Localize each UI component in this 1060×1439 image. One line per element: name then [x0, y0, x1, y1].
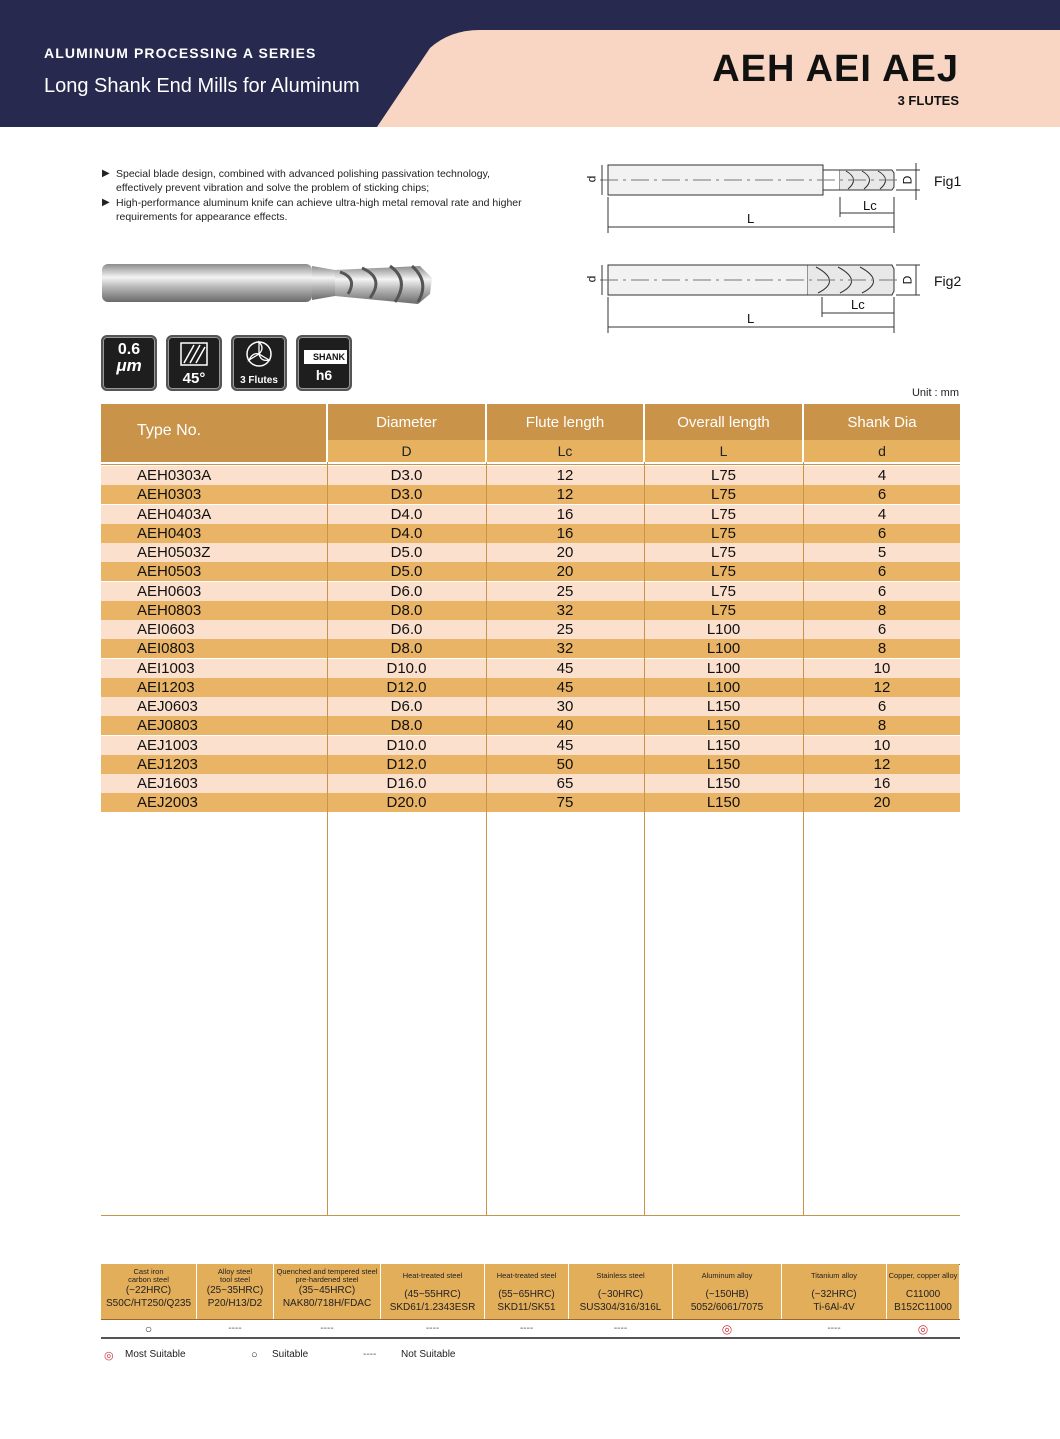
table-cell: AEH0403: [137, 524, 202, 542]
bullet-triangle-icon: ▶: [102, 197, 110, 208]
mat-bottom-rule: [101, 1337, 960, 1339]
col-header-overall-length: Overall length L: [645, 404, 802, 462]
table-cell: D3.0: [390, 467, 423, 484]
col-header-flute-length: Flute length Lc: [487, 404, 643, 462]
table-cell: AEI1203: [137, 678, 195, 696]
table-cell: L150: [706, 755, 741, 773]
three-flutes-graphic-icon: [245, 340, 273, 368]
col-header-shank-dia: Shank Dia d: [804, 404, 960, 462]
material-grades: SKD11/SK51: [497, 1302, 556, 1313]
table-cell: 16: [556, 505, 574, 523]
table-cell: 6: [877, 524, 887, 542]
material-name: Stainless steel: [596, 1271, 645, 1280]
material-suitability-table: [101, 1264, 960, 1338]
material-name: Cast iron: [133, 1267, 164, 1276]
table-cell: 75: [556, 794, 574, 812]
material-rating: ----: [613, 1323, 628, 1334]
table-cell: 32: [556, 640, 574, 658]
material-subname: [887, 1280, 959, 1288]
table-cell: L150: [706, 717, 741, 735]
material-hardness: (25~35HRC): [206, 1285, 264, 1296]
table-cell: L75: [710, 544, 737, 561]
table-row: [101, 736, 960, 755]
table-cell: AEI1003: [137, 659, 195, 677]
table-cell: AEH0803: [137, 601, 202, 619]
material-grades: S50C/HT250/Q235: [105, 1298, 192, 1309]
model-title: AEH AEI AEJ: [712, 48, 959, 90]
flutes-label: 3 FLUTES: [897, 93, 959, 108]
table-cell: AEH0603: [137, 582, 202, 600]
table-cell: D16.0: [386, 775, 427, 792]
table-row: [101, 774, 960, 793]
material-rating: ----: [519, 1323, 534, 1334]
table-cell: L75: [710, 505, 737, 523]
table-cell: 20: [556, 563, 574, 581]
table-cell: AEI0603: [137, 621, 195, 638]
table-cell: L75: [710, 563, 737, 581]
table-row: [101, 601, 960, 620]
table-cell: 45: [556, 659, 574, 677]
material-cell: [782, 1264, 886, 1319]
end-mill-photo: [100, 258, 435, 308]
material-hardness: (~22HRC): [125, 1285, 172, 1296]
feature-item: ▶ Special blade design, combined with advanced polishing passivation technology, effectively prevent vibration and solve the problem of sticking chips;: [102, 168, 490, 194]
table-cell: L75: [710, 582, 737, 600]
table-cell: 16: [873, 775, 891, 792]
table-cell: 6: [877, 698, 887, 715]
table-cell: 6: [877, 621, 887, 638]
table-row: [101, 582, 960, 601]
table-cell: D8.0: [390, 640, 423, 658]
helix-angle-icon: 45°: [166, 335, 222, 391]
col-header-diameter: Diameter D: [328, 404, 485, 462]
material-cell: [197, 1264, 273, 1319]
material-rating: ----: [425, 1323, 440, 1334]
table-cell: 25: [556, 582, 574, 600]
table-cell: D4.0: [390, 505, 423, 523]
material-grades: P20/H13/D2: [207, 1298, 263, 1309]
table-cell: AEH0303A: [137, 467, 212, 484]
fig1-D-label: D: [900, 175, 915, 185]
table-row: [101, 697, 960, 716]
flutes-icon: 3 Flutes: [231, 335, 287, 391]
table-row: [101, 678, 960, 697]
table-cell: L150: [706, 775, 741, 792]
table-cell: L75: [710, 486, 737, 504]
table-cell: L100: [706, 678, 741, 696]
table-cell: 10: [873, 736, 891, 754]
table-cell: 45: [556, 678, 574, 696]
table-cell: D8.0: [390, 601, 423, 619]
table-cell: D5.0: [390, 544, 423, 561]
table-cell: AEJ2003: [137, 794, 198, 812]
table-cell: L100: [706, 640, 741, 658]
fig1-Lc-label: Lc: [863, 198, 877, 213]
material-name: Aluminum alloy: [701, 1271, 753, 1280]
material-subname: [569, 1280, 672, 1288]
material-name: Quenched and tempered steel: [276, 1267, 378, 1276]
table-row: [101, 639, 960, 658]
material-name: Titanium alloy: [811, 1271, 857, 1280]
material-hardness: (~150HB): [705, 1289, 749, 1300]
shank-tolerance-icon: SHANK h6: [296, 335, 352, 391]
material-hardness: C11000: [905, 1289, 941, 1300]
table-cell: 20: [556, 544, 574, 561]
feature-item: ▶ High-performance aluminum knife can achieve ultra-high metal removal rate and higher requirements for appearance effects.: [102, 197, 522, 223]
table-cell: 8: [877, 601, 887, 619]
fig1-d-label: d: [584, 175, 599, 183]
table-cell: D10.0: [386, 736, 427, 754]
material-rating: ----: [827, 1323, 841, 1334]
table-cell: D6.0: [390, 621, 423, 638]
table-cell: 6: [877, 582, 887, 600]
table-cell: 32: [556, 601, 574, 619]
table-row: [101, 620, 960, 639]
table-cell: 12: [873, 678, 891, 696]
fig2-d-label: d: [584, 275, 599, 283]
material-rating: ○: [144, 1322, 153, 1336]
material-name: Heat-treated steel: [402, 1271, 463, 1280]
table-cell: 45: [556, 736, 574, 754]
table-cell: D12.0: [386, 678, 427, 696]
bullet-triangle-icon: ▶: [102, 168, 110, 179]
material-hardness: (45~55HRC): [404, 1289, 461, 1300]
table-cell: D4.0: [390, 524, 423, 542]
material-subname: tool steel: [219, 1275, 251, 1284]
material-name: Copper, copper alloy: [888, 1271, 958, 1280]
material-hardness: (35~45HRC): [298, 1285, 356, 1296]
table-cell: D6.0: [390, 698, 423, 715]
table-cell: AEJ1203: [137, 755, 198, 773]
table-cell: AEJ0803: [137, 717, 198, 735]
table-row: [101, 505, 960, 524]
table-cell: D12.0: [386, 755, 427, 773]
material-hardness: (55~65HRC): [498, 1289, 555, 1300]
material-rating: ◎: [721, 1322, 733, 1336]
table-cell: AEJ0603: [137, 698, 198, 715]
legend-most-suitable: Most Suitable: [125, 1349, 186, 1360]
material-hardness: (~32HRC): [811, 1289, 857, 1300]
legend-not-suitable: Not Suitable: [401, 1349, 456, 1360]
material-rating: ----: [228, 1323, 242, 1334]
material-cell: [381, 1264, 484, 1319]
material-cell: [569, 1264, 672, 1319]
helix-graphic-icon: [178, 341, 210, 367]
table-row: [101, 543, 960, 562]
fig2-L-label: L: [747, 311, 755, 326]
material-cell: [274, 1264, 380, 1319]
table-row: [101, 716, 960, 735]
table-cell: 65: [556, 775, 574, 792]
table-bottom-rule: [101, 1215, 960, 1216]
header-rule: [101, 464, 960, 465]
table-cell: 12: [556, 467, 574, 484]
table-cell: 6: [877, 486, 887, 504]
material-cell: [485, 1264, 568, 1319]
material-grades: 5052/6061/7075: [690, 1302, 764, 1313]
table-cell: 50: [556, 755, 574, 773]
table-cell: AEH0503: [137, 563, 202, 581]
material-rating: ----: [320, 1323, 334, 1334]
table-cell: AEH0503Z: [137, 544, 211, 561]
material-cell: [673, 1264, 781, 1319]
column-divider: [803, 462, 804, 1216]
legend-most-suitable-icon: ◎: [104, 1350, 114, 1362]
col-header-type: Type No.: [101, 404, 326, 462]
material-rating: ◎: [917, 1322, 929, 1336]
fig2-D-label: D: [900, 275, 915, 285]
table-cell: D8.0: [390, 717, 423, 735]
page-subtitle: Long Shank End Mills for Aluminum: [44, 75, 360, 97]
material-subname: [485, 1280, 568, 1288]
table-cell: 16: [556, 524, 574, 542]
material-cell: [887, 1264, 959, 1319]
unit-label: Unit : mm: [911, 387, 959, 399]
table-cell: 6: [877, 563, 887, 581]
table-cell: 4: [877, 505, 887, 523]
column-divider: [644, 462, 645, 1216]
table-cell: L150: [706, 794, 741, 812]
material-subname: [673, 1280, 781, 1288]
table-row: [101, 793, 960, 812]
table-cell: L150: [706, 736, 741, 754]
table-cell: L100: [706, 621, 741, 638]
table-cell: 40: [556, 717, 574, 735]
material-subname: pre-hardened steel: [295, 1275, 359, 1284]
table-cell: 20: [873, 794, 891, 812]
column-divider: [486, 462, 487, 1216]
material-subname: carbon steel: [128, 1275, 169, 1284]
table-cell: AEH0403A: [137, 505, 212, 523]
table-cell: 5: [877, 544, 887, 561]
table-cell: AEH0303: [137, 486, 202, 504]
fig1-L-label: L: [747, 211, 755, 226]
material-cell: [101, 1264, 196, 1319]
fig1-caption: Fig1: [934, 173, 962, 189]
table-row: [101, 562, 960, 581]
table-cell: AEI0803: [137, 640, 195, 658]
column-divider: [327, 462, 328, 1216]
table-cell: D20.0: [386, 794, 427, 812]
material-hardness: (~30HRC): [597, 1289, 644, 1300]
table-cell: AEJ1603: [137, 775, 198, 792]
table-cell: D3.0: [390, 486, 423, 504]
table-cell: 10: [873, 659, 891, 677]
table-row: [101, 524, 960, 543]
table-row: [101, 485, 960, 504]
mat-mid-rule: [101, 1319, 960, 1320]
material-grades: SKD61/1.2343ESR: [389, 1302, 476, 1313]
material-grades: SUS304/316/316L: [579, 1302, 662, 1313]
table-cell: 30: [556, 698, 574, 715]
roughness-icon: 0.6 μm: [101, 335, 157, 391]
legend-suitable: Suitable: [272, 1349, 309, 1360]
table-row: [101, 659, 960, 678]
table-cell: L75: [710, 524, 737, 542]
table-cell: AEJ1003: [137, 736, 198, 754]
material-name: Heat-treated steel: [496, 1271, 557, 1280]
material-grades: NAK80/718H/FDAC: [282, 1298, 372, 1309]
table-cell: 25: [556, 621, 574, 638]
table-cell: L100: [706, 659, 741, 677]
table-row: [101, 755, 960, 774]
table-cell: L75: [710, 601, 737, 619]
fig2-Lc-label: Lc: [851, 297, 865, 312]
material-grades: B152C11000: [894, 1302, 952, 1313]
material-subname: [381, 1280, 484, 1288]
table-cell: 8: [877, 717, 887, 735]
table-row: [101, 466, 960, 485]
material-grades: Ti-6Al-4V: [813, 1302, 855, 1313]
table-cell: 12: [556, 486, 574, 504]
table-cell: D6.0: [390, 582, 423, 600]
table-cell: D5.0: [390, 563, 423, 581]
table-cell: L150: [706, 698, 741, 715]
series-label: ALUMINUM PROCESSING A SERIES: [44, 45, 317, 61]
material-subname: [782, 1280, 886, 1288]
table-cell: 12: [873, 755, 891, 773]
table-cell: 4: [877, 467, 887, 484]
legend-not-suitable-icon: ----: [363, 1349, 377, 1360]
spec-table: [101, 404, 960, 1216]
fig2-caption: Fig2: [934, 273, 962, 289]
table-cell: L75: [710, 467, 737, 484]
legend-suitable-icon: ○: [251, 1349, 258, 1361]
material-name: Alloy steel: [217, 1267, 253, 1276]
table-cell: D10.0: [386, 659, 427, 677]
table-cell: 8: [877, 640, 887, 658]
